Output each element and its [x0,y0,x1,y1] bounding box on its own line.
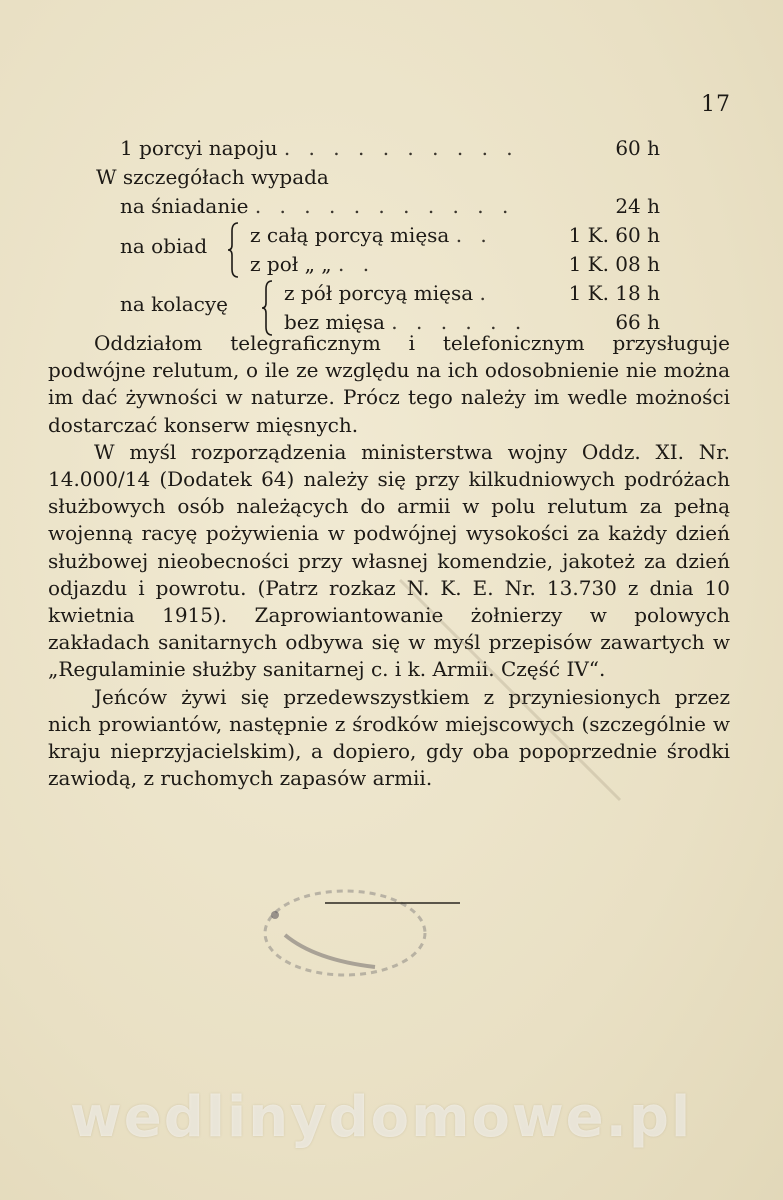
ration-subitem: z całą porcyą mięsa [250,223,450,247]
kolacye-group [90,279,660,337]
dot-leader: . . . . . . . . . . . [254,194,515,218]
group-label: na obiad [120,234,208,258]
brace-icon [226,221,240,279]
paragraph: Jeńców żywi się przedewszystkiem z przyniesionych przez nich prowiantów, następnie z środków miejscowych (szczególnie w kraju nieprzyjacielskim), a dopiero, gdy oba popoprzednie środki zawiodą, z ruchomych zapasów armii. [48,684,730,791]
dot-leader: . . . . . . . . . . [283,136,519,160]
brace-icon [260,279,274,337]
dot-leader: . . [455,223,493,247]
page-number: 17 [701,92,731,117]
dot-leader: . [479,281,492,305]
ration-subitem: bez mięsa [284,310,385,334]
library-stamp-icon [255,875,465,985]
dot-leader: . . . . . . [391,310,528,334]
group-label: na kolacyę [120,292,228,316]
ration-amount: 1 K. 18 h [568,281,660,305]
ration-subrow [250,221,660,250]
ration-table [90,134,660,337]
ration-subitem: z poł „ „ [250,252,332,276]
ration-amount: 24 h [615,194,660,218]
ration-row [90,192,660,221]
ration-label: 1 porcyi napoju [120,136,278,160]
ration-label: W szczegółach wypada [96,165,329,189]
paragraph: W myśl rozporządzenia ministerstwa wojny Oddz. XI. Nr. 14.000/14 (Dodatek 64) należy się przy kilkudniowych podróżach służbowych osób należących do armii w polu relutum za pełną wojenną racyę pożywienia w podwójnej wysokości za każdy dzień służbowej nieobecności przy własnej komendzie, jakoteż za dzień odjazdu i powrotu. (Patrz rozkaz N. K. E. Nr. 13.730 z dnia 10 kwietnia 1915). Zaprowiantowanie żołnierzy w polowych zakładach sanitarnych odbywa się w myśl przepisów zawartych w „Regulaminie służby sanitarnej c. i k. Armii. Część IV“. [48,439,730,682]
obiad-group [90,221,660,279]
ration-subrow [284,279,660,308]
ration-row [90,163,660,192]
paragraph: Oddziałom telegraficznym i telefonicznym przysługuje podwójne relutum, o ile ze względu na ich odosobnienie nie można im dać żywności w naturze. Prócz tego należy im wedle możności dostarczać konserw mięsnych. [48,331,730,437]
site-watermark: wedlinydomowe.pl [70,1085,693,1150]
ration-amount: 66 h [615,310,660,334]
ration-amount: 1 K. 08 h [568,252,660,276]
ration-subrow [250,250,660,279]
ration-amount: 1 K. 60 h [568,223,660,247]
watermark-diagonal-icon [380,560,640,820]
ration-subitem: z pół porcyą mięsa [284,281,474,305]
ration-label: na śniadanie [120,194,249,218]
dot-leader: . . [338,252,376,276]
ration-row [90,134,660,163]
ration-amount: 60 h [615,136,660,160]
